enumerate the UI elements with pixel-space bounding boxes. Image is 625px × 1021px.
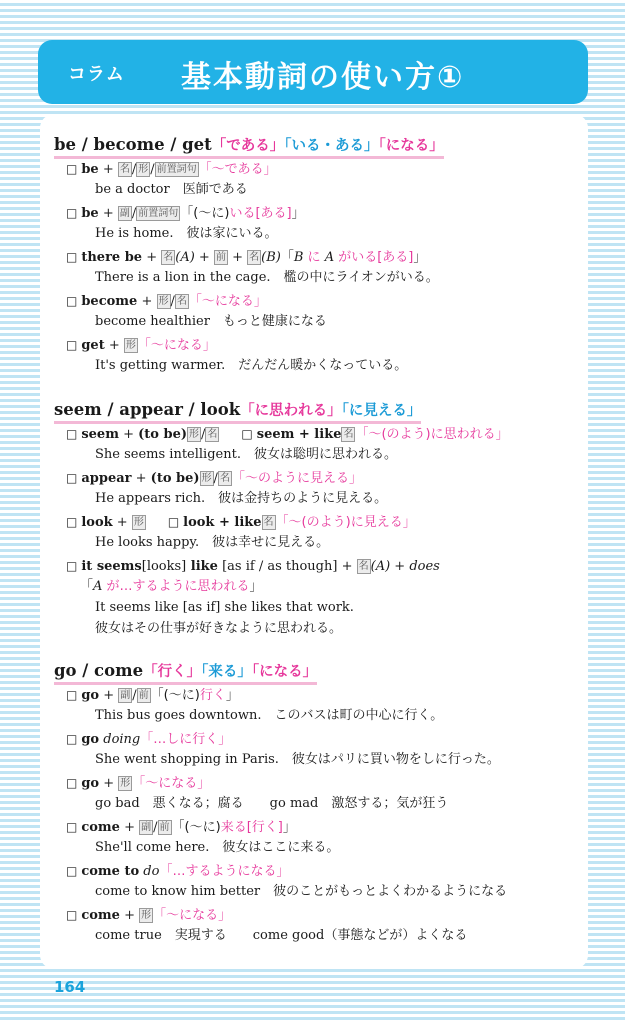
slash: / xyxy=(201,427,206,442)
example-line: come true 実現する come good（事態などが）よくなる xyxy=(95,928,468,943)
meaning: 「～(のよう)に見える」 xyxy=(275,515,416,530)
pattern-verb: come to xyxy=(81,864,140,879)
plus: + xyxy=(227,250,248,265)
slash: / xyxy=(153,820,158,835)
example-line: He is home. 彼は家にいる。 xyxy=(95,226,278,241)
checkbox[interactable]: □ xyxy=(66,908,78,922)
heading-meaning: 「に見える」 xyxy=(341,403,422,419)
slot-does: does xyxy=(409,559,440,574)
slot-b: B xyxy=(293,250,304,265)
pattern-line xyxy=(66,730,231,749)
preposition-box: 前 xyxy=(138,690,149,701)
plus: + xyxy=(119,908,140,923)
noun-box: 名 xyxy=(163,252,174,263)
slot-a: A xyxy=(324,250,335,265)
noun-box: 名 xyxy=(249,252,260,263)
slot-a: (A) xyxy=(370,559,391,574)
example-line: 彼女はその仕事が好きなように思われる。 xyxy=(95,621,343,636)
slash: / xyxy=(213,471,218,486)
pattern-line xyxy=(66,862,289,881)
pattern-verb: there be xyxy=(81,250,143,265)
pattern-verb: be xyxy=(81,206,99,221)
meaning: 」 xyxy=(282,820,296,835)
checkbox[interactable]: □ xyxy=(66,776,78,790)
plus: + xyxy=(104,338,124,353)
quote: 「 xyxy=(80,579,94,594)
meaning: 「～になる」 xyxy=(132,776,211,791)
pattern-verb: go xyxy=(81,688,100,703)
checkbox[interactable]: □ xyxy=(66,206,78,220)
example-line: It seems like [as if] she likes that work. xyxy=(95,600,354,615)
section-heading-be-become-get xyxy=(54,134,444,155)
example-line: He appears rich. 彼は金持ちのように見える。 xyxy=(95,491,388,506)
meaning: 「～になる」 xyxy=(153,908,232,923)
example-line: There is a lion in the cage. 檻の中にライオンがいる。 xyxy=(95,270,439,285)
pattern-line xyxy=(66,774,210,793)
meaning: 「(～に) xyxy=(150,688,200,703)
plus: + xyxy=(119,820,140,835)
example-line: She'll come here. 彼女はここに来る。 xyxy=(95,840,340,855)
noun-box: 名 xyxy=(358,561,369,572)
heading-verbs: be / become / get xyxy=(54,135,212,154)
plus: + xyxy=(99,776,119,791)
checkbox[interactable]: □ xyxy=(66,688,78,702)
section-heading-seem-appear-look xyxy=(54,399,421,420)
quote: 」 xyxy=(413,250,427,265)
pattern-verb: come xyxy=(81,820,120,835)
plus: + xyxy=(131,471,151,486)
heading-meaning: 「になる」 xyxy=(378,138,444,154)
pattern-verb: go xyxy=(81,732,100,747)
adjective-box: 形 xyxy=(189,429,200,440)
plus: + xyxy=(194,250,214,265)
pattern-alt: [as if / as though] xyxy=(217,559,338,574)
prep-phrase-box: 前置詞句 xyxy=(156,164,197,175)
example-line: become healthier もっと健康になる xyxy=(95,314,327,329)
column-tag: コラム xyxy=(68,64,125,85)
meaning: 「(～に) xyxy=(171,820,221,835)
preposition-box: 前 xyxy=(159,822,170,833)
example-line: go bad 悪くなる；腐る go mad 激怒する；気が狂う xyxy=(95,796,449,811)
column-banner xyxy=(38,40,588,104)
checkbox[interactable]: □ xyxy=(66,471,78,485)
adverb-box: 副 xyxy=(120,690,131,701)
meaning: いる[ある] xyxy=(229,206,292,221)
slash: / xyxy=(131,206,137,221)
content-panel xyxy=(40,114,588,969)
meaning: がいる[ある] xyxy=(334,250,414,265)
example-line: It's getting warmer. だんだん暖かくなっている。 xyxy=(95,358,408,373)
adjective-box: 形 xyxy=(120,778,131,789)
pattern-verb: like xyxy=(186,559,218,574)
noun-box: 名 xyxy=(219,473,230,484)
pattern-line xyxy=(66,160,277,179)
prep-phrase-box: 前置詞句 xyxy=(138,208,179,219)
example-line: She went shopping in Paris. 彼女はパリに買い物をしに行った。 xyxy=(95,752,500,767)
checkbox[interactable]: □ xyxy=(66,515,78,529)
adjective-box: 形 xyxy=(125,340,136,351)
plus: + xyxy=(98,162,118,177)
preposition-box: 前 xyxy=(215,252,226,263)
slash: / xyxy=(132,688,137,703)
plus: + xyxy=(98,206,118,221)
pattern-verb: be xyxy=(81,162,99,177)
slot-b: (B) xyxy=(261,250,281,265)
adjective-box: 形 xyxy=(141,910,152,921)
pattern-line xyxy=(66,686,239,705)
adverb-box: 副 xyxy=(141,822,152,833)
pattern-line xyxy=(66,204,305,223)
pattern-verb: come xyxy=(81,908,120,923)
quote: 」 xyxy=(249,579,263,594)
meaning: に xyxy=(303,250,325,265)
meaning: 」 xyxy=(291,206,305,221)
meaning: 「～になる」 xyxy=(188,294,267,309)
checkbox[interactable]: □ xyxy=(66,338,78,352)
plus: + xyxy=(99,688,119,703)
pattern-verb: become xyxy=(81,294,138,309)
adverb-box: 副 xyxy=(119,208,130,219)
pattern-line xyxy=(66,557,440,576)
pattern-verb: seem + like xyxy=(256,427,342,442)
pattern-verb: get xyxy=(81,338,105,353)
to-be: (to be) xyxy=(138,427,188,442)
noun-box: 名 xyxy=(119,164,130,175)
pattern-line xyxy=(66,248,426,267)
heading-meaning: 「来る」 xyxy=(201,664,252,680)
noun-box: 名 xyxy=(263,517,274,528)
checkbox[interactable]: □ xyxy=(241,427,253,441)
checkbox[interactable]: □ xyxy=(66,820,78,834)
slash: / xyxy=(170,294,175,309)
pattern-line xyxy=(66,818,296,837)
meaning: 「～である」 xyxy=(198,162,277,177)
checkbox[interactable]: □ xyxy=(66,250,78,264)
plus: + xyxy=(137,294,157,309)
noun-box: 名 xyxy=(207,429,218,440)
page-number: 164 xyxy=(54,978,86,996)
slot-do: do xyxy=(139,864,160,879)
pattern-verb: appear xyxy=(81,471,132,486)
plus: + xyxy=(390,559,410,574)
pattern-verb: go xyxy=(81,776,100,791)
heading-meaning: 「になる」 xyxy=(251,664,318,680)
plus: + xyxy=(337,559,357,574)
plus: + xyxy=(112,515,132,530)
meaning-line xyxy=(80,578,263,596)
adjective-box: 形 xyxy=(133,517,144,528)
plus: + xyxy=(118,427,139,442)
meaning: 「…するようになる」 xyxy=(159,864,290,879)
plus: + xyxy=(142,250,162,265)
slash: / xyxy=(131,162,137,177)
section-heading-go-come xyxy=(54,660,317,681)
pattern-line xyxy=(66,292,267,311)
example-line: She seems intelligent. 彼女は聡明に思われる。 xyxy=(95,447,397,462)
meaning: 来る[行く] xyxy=(220,820,283,835)
heading-meaning: 「である」 xyxy=(211,138,285,154)
quote: 「 xyxy=(280,250,294,265)
slot-a: (A) xyxy=(175,250,195,265)
slot-doing: doing xyxy=(99,732,141,747)
slot-a: A xyxy=(93,579,103,594)
pattern-verb: look + like xyxy=(183,515,262,530)
noun-box: 名 xyxy=(343,429,354,440)
checkbox[interactable]: □ xyxy=(66,864,78,878)
pattern-verb: it seems xyxy=(81,559,142,574)
checkbox[interactable]: □ xyxy=(66,294,78,308)
meaning: 「～のように見える」 xyxy=(231,471,362,486)
pattern-verb: seem xyxy=(81,427,119,442)
checkbox[interactable]: □ xyxy=(167,515,180,529)
heading-verbs: seem / appear / look xyxy=(54,400,241,419)
slash: / xyxy=(150,162,155,177)
heading-meaning: 「行く」 xyxy=(143,664,202,680)
adjective-box: 形 xyxy=(158,296,169,307)
checkbox[interactable]: □ xyxy=(66,427,78,441)
pattern-line xyxy=(66,469,362,488)
column-title: 基本動詞の使い方① xyxy=(181,60,465,95)
adjective-box: 形 xyxy=(201,473,212,484)
heading-verbs: go / come xyxy=(54,661,144,680)
pattern-line xyxy=(66,906,231,925)
meaning: が…するように思われる xyxy=(102,579,250,594)
example-line: come to know him better 彼のことがもっとよくわかるようになる xyxy=(95,884,508,899)
pattern-line xyxy=(66,336,216,355)
meaning: 「(～に) xyxy=(180,206,230,221)
checkbox[interactable]: □ xyxy=(66,162,78,176)
meaning: 」 xyxy=(225,688,239,703)
noun-box: 名 xyxy=(176,296,187,307)
pattern-alt: [looks] xyxy=(141,559,187,574)
pattern-verb: look xyxy=(81,515,113,530)
meaning: 「…しに行く」 xyxy=(140,732,232,747)
pattern-line xyxy=(66,425,509,444)
adjective-box: 形 xyxy=(138,164,149,175)
example-line: be a doctor 医師である xyxy=(95,182,248,197)
checkbox[interactable]: □ xyxy=(66,732,78,746)
heading-meaning: 「いる・ある」 xyxy=(284,138,379,154)
meaning: 行く xyxy=(199,688,226,703)
to-be: (to be) xyxy=(150,471,200,486)
checkbox[interactable]: □ xyxy=(66,559,78,573)
pattern-line xyxy=(66,513,416,532)
meaning: 「～(のよう)に思われる」 xyxy=(355,427,509,442)
meaning: 「～になる」 xyxy=(137,338,216,353)
example-line: He looks happy. 彼は幸せに見える。 xyxy=(95,535,330,550)
heading-meaning: 「に思われる」 xyxy=(240,403,342,419)
example-line: This bus goes downtown. このバスは町の中心に行く。 xyxy=(95,708,444,723)
